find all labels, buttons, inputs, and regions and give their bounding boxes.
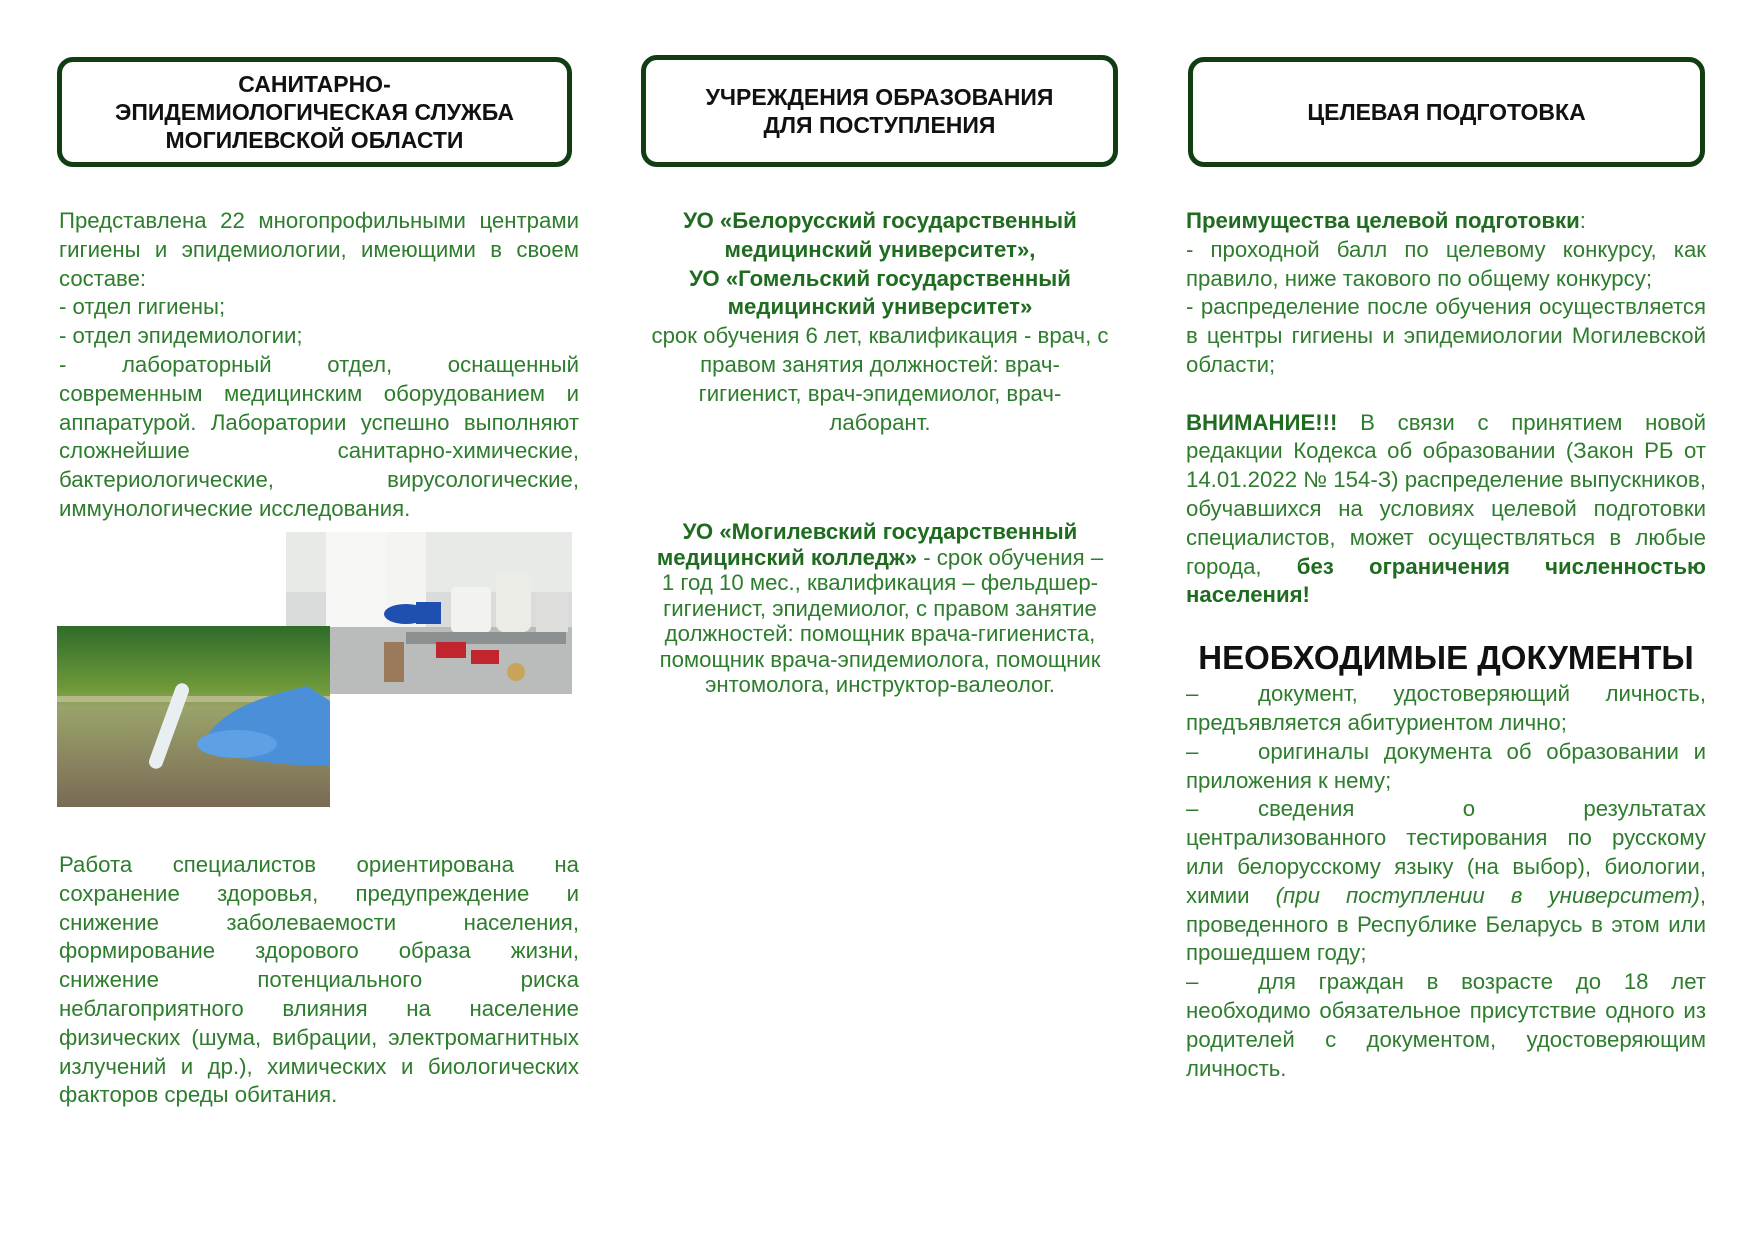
list-item: – документ, удостоверяющий личность, предъявляется абитуриентом лично; [1186,681,1706,735]
intro-paragraph: Представлена 22 многопрофильными центрами гигиены и эпидемиологии, имеющими в своем составе: [59,208,579,291]
advantages-colon: : [1579,208,1586,233]
university-name: УО «Гомельский государственный медицинский университет» [689,265,1071,320]
attention-text: В связи с принятием новой редакции Кодекса об образовании (Закон РБ от 14.01.2022 № 154-З) распределение выпускников, обучавшихся на условиях целевой подготовки специалистов, может осуществляться в любые города, [1186,409,1706,579]
list-item: – оригиналы документа об образовании и приложения к нему; [1186,738,1706,793]
water-sample-photo [57,626,330,807]
list-item: - отдел гигиены; [59,294,226,320]
college-block [650,519,1110,698]
university-details: срок обучения 6 лет, квалификация - врач, с правом занятия должностей: врач-гигиенист, врач-эпидемиолог, врач-лаборант. [651,323,1109,435]
college-details: - срок обучения – 1 год 10 мес., квалификация – фельдшер-гигиенист, эпидемиолог, с правом занятие должностей: помощник врача-гигиениста, помощник врача-эпидемиолога, помощник энтомолога, инструктор-валеолог. [659,544,1104,697]
documents-list [1186,680,1706,1083]
column-sanitary-service [59,207,579,524]
column-targeted-training [1186,207,1706,1083]
university-name: УО «Белорусский государственный медицинский университет», [683,208,1077,262]
dash-marker: – [1186,796,1199,822]
college-name: УО «Могилевский государственный медицинский колледж» [656,519,1078,570]
list-item: – для граждан в возрасте до 18 лет необходимо обязательное присутствие одного из родителей с документом, удостоверяющим личность. [1186,969,1706,1081]
advantage-item: - проходной балл по целевому конкурсу, как правило, ниже такового по общему конкурсу; [1186,236,1706,291]
header-text: ЦЕЛЕВАЯ ПОДГОТОВКА [1307,99,1586,125]
section-header-targeted-training [1188,57,1705,167]
attention-paragraph [1186,409,1706,611]
list-item: - отдел эпидемиологии; [59,323,303,349]
header-text: САНИТАРНО- ЭПИДЕМИОЛОГИЧЕСКАЯ СЛУЖБА МОГИЛЕВСКОЙ ОБЛАСТИ [115,71,514,153]
list-item: - лабораторный отдел, оснащенный современным медицинским оборудованием и аппаратурой. Лаборатории успешно выполняют сложнейшие санитарно-химические, бактериологические, вирусологические, иммунологические исследования. [59,351,579,521]
list-item: – сведения о результатах централизованного тестирования по русскому или белорусскому языку (на выбор), биологии, химии (при поступлении в университет), проведенного в Республике Беларусь в этом или прошедшем году; [1186,796,1707,966]
section-header-sanitary-service [57,57,572,167]
advantages-title: Преимущества целевой подготовки [1186,208,1580,233]
work-paragraph: Работа специалистов ориентирована на сохранение здоровья, предупреждение и снижение заболеваемости населения, формирование здорового образа жизни, снижение потенциального риска неблагоприятного влияния на население физических (шума, вибрации, электромагнитных излучений и др.), химических и биологических факторов среды обитания. [59,852,579,1108]
header-text: УЧРЕЖДЕНИЯ ОБРАЗОВАНИЯ ДЛЯ ПОСТУПЛЕНИЯ [705,84,1054,138]
attention-label: ВНИМАНИЕ!!! [1186,409,1338,435]
column-education [650,207,1110,437]
dash-marker: – [1186,969,1199,995]
section-header-education [641,55,1118,167]
advantage-item: - распределение после обучения осуществляется в центры гигиены и эпидемиологии Могилевской области; [1186,294,1706,377]
documents-title: НЕОБХОДИМЫЕ ДОКУМЕНТЫ [1198,639,1694,677]
dash-marker: – [1186,681,1199,707]
work-paragraph-block [59,851,579,1110]
attention-bold: без ограничения численностью населения! [1186,553,1706,608]
dash-marker: – [1186,738,1199,764]
